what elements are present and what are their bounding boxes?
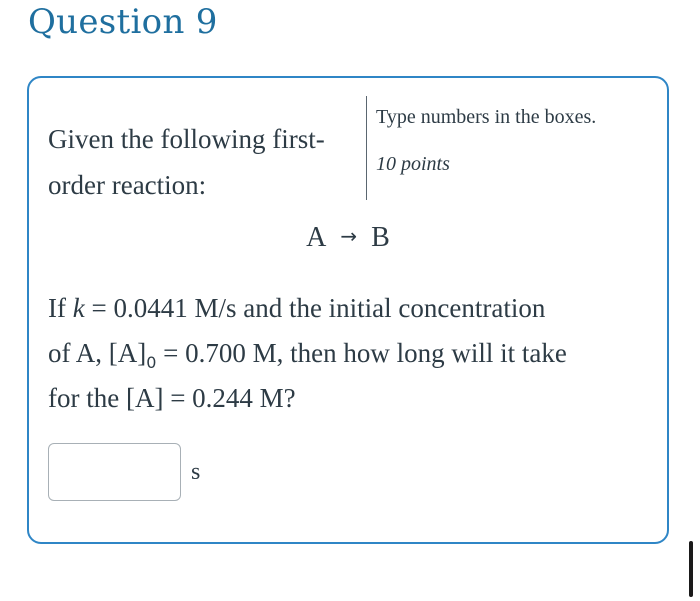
points-label: 10 points	[376, 153, 450, 175]
question-title: Question 9	[28, 2, 218, 42]
body-line-3: for the [A] = 0.244 M?	[48, 383, 296, 413]
question-prompt	[48, 116, 370, 208]
subscript-zero: 0	[146, 353, 157, 372]
reactant: A	[306, 222, 327, 253]
body-line-1	[48, 286, 658, 331]
text-if: If	[48, 293, 73, 323]
question-card	[27, 76, 669, 544]
reaction-equation	[29, 222, 667, 254]
scrollbar[interactable]	[689, 541, 693, 597]
question-body	[48, 286, 658, 421]
answer-input[interactable]	[48, 443, 181, 501]
question-meta	[366, 96, 596, 200]
answer-unit: s	[191, 459, 201, 485]
text-initial-rest: = 0.700 M, then how long will it take	[156, 338, 567, 368]
arrow-icon: →	[340, 224, 358, 248]
text-initial: of A, [A]	[48, 338, 147, 368]
body-line-2	[48, 331, 658, 376]
text-rate: = 0.0441 M/s and the initial concentration	[84, 293, 546, 323]
prompt-line-1: Given the following first-	[48, 124, 325, 154]
prompt-line-2: order reaction:	[48, 170, 207, 200]
product: B	[371, 222, 390, 253]
rate-constant-symbol: k	[72, 293, 85, 323]
instruction-text: Type numbers in the boxes.	[376, 106, 597, 128]
